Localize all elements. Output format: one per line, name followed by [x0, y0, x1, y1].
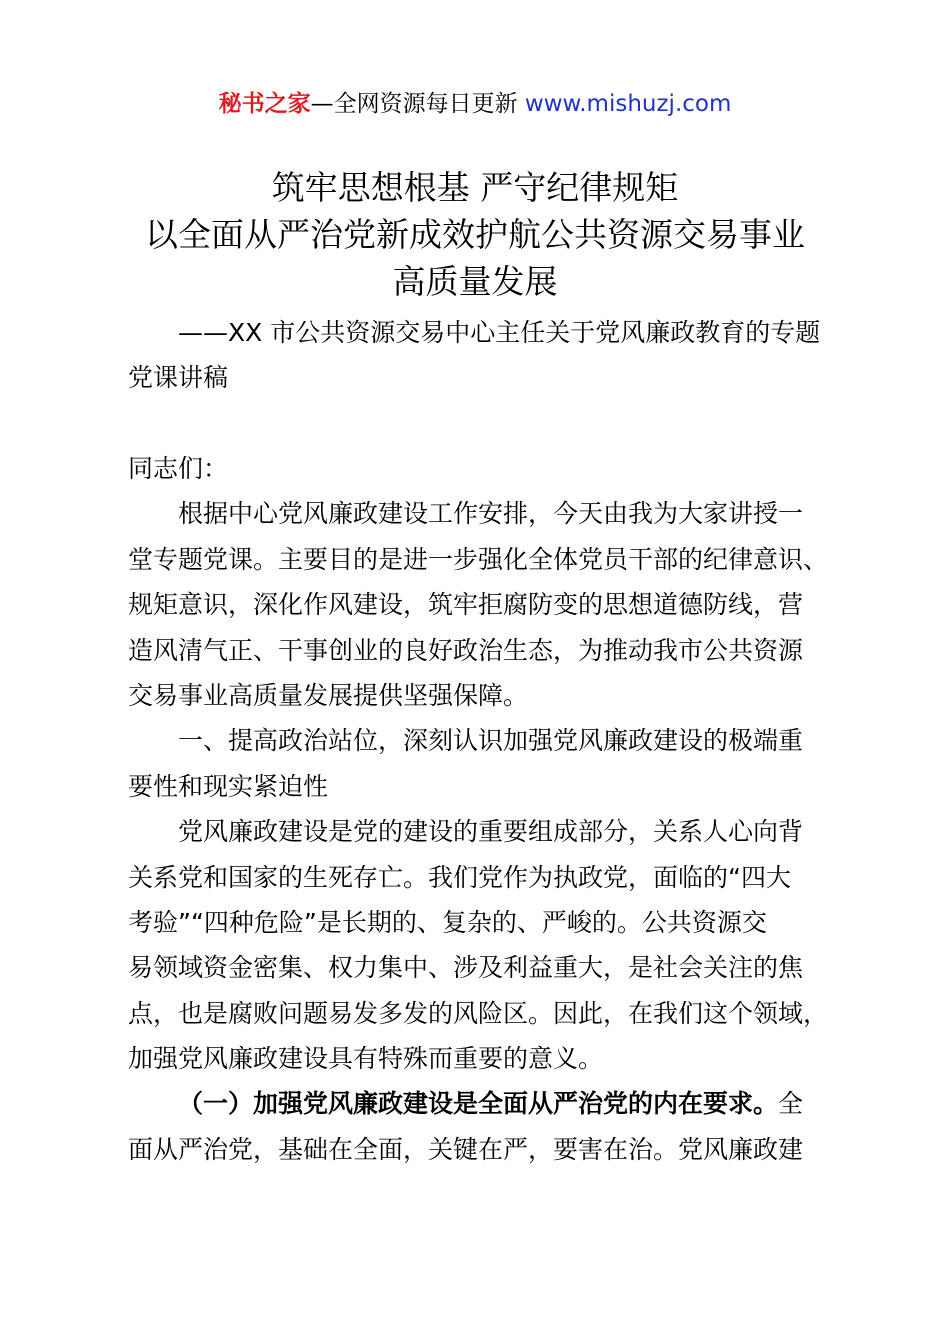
paragraph-line: [128, 1081, 840, 1126]
paragraph-line: 党风廉政建设是党的建设的重要组成部分，关系人心向背: [178, 817, 804, 847]
paragraph-line: 交易事业高质量发展提供坚强保障。: [128, 680, 529, 710]
document-title: [0, 164, 950, 305]
title-line-3: 高质量发展: [392, 262, 558, 301]
paragraph-line: 考验”“四种危险”是长期的、复杂的、严峻的。公共资源交: [128, 907, 767, 937]
title-line-1: 筑牢思想根基 严守纪律规矩: [271, 168, 679, 207]
section-heading-1: [128, 718, 840, 809]
paragraph-line: 关系党和国家的生死存亡。我们党作为执政党，面临的“四大: [128, 862, 791, 892]
brand-name: 秘书之家: [218, 91, 311, 117]
subsection-heading: （一）加强党风廉政建设是全面从严治党的内在要求。: [178, 1089, 779, 1119]
banner-tagline: —全网资源每日更新: [310, 91, 518, 117]
paragraph-line: 规矩意识，深化作风建设，筑牢拒腐防变的思想道德防线，营: [128, 590, 804, 620]
title-line-2: 以全面从严治党新成效护航公共资源交易事业: [145, 215, 805, 254]
paragraph-line: 面从严治党，基础在全面，关键在严，要害在治。党风廉政建: [128, 1134, 804, 1164]
heading-line: 要性和现实紧迫性: [128, 771, 329, 801]
subtitle-line-1: ——XX 市公共资源交易中心主任关于党风廉政教育的专题: [178, 318, 821, 347]
paragraph-section-1: [128, 809, 840, 1081]
subtitle-line-2: 党课讲稿: [128, 363, 229, 392]
paragraph-line: 加强党风廉政建设具有特殊而重要的意义。: [128, 1044, 604, 1074]
document-subtitle: [128, 310, 840, 400]
paragraph-text: 全: [778, 1089, 804, 1119]
salutation: 同志们：: [128, 454, 229, 483]
paragraph-line: 堂专题党课。主要目的是进一步强化全体党员干部的纪律意识、: [128, 544, 829, 574]
heading-line: 一、提高政治站位，深刻认识加强党风廉政建设的极端重: [178, 726, 804, 756]
paragraph-line: 造风清气正、干事创业的良好政治生态，为推动我市公共资源: [128, 635, 804, 665]
site-banner: [0, 88, 950, 120]
paragraph-intro: [128, 491, 840, 718]
paragraph-subsection-1: [128, 1081, 840, 1172]
paragraph-line: 点，也是腐败问题易发多发的风险区。因此，在我们这个领域，: [128, 998, 829, 1028]
paragraph-line: 易领域资金密集、权力集中、涉及利益重大，是社会关注的焦: [128, 953, 804, 983]
document-body: [128, 446, 840, 1172]
site-url-link[interactable]: www.mishuzj.com: [524, 91, 732, 117]
paragraph-line: 根据中心党风廉政建设工作安排，今天由我为大家讲授一: [178, 499, 804, 529]
